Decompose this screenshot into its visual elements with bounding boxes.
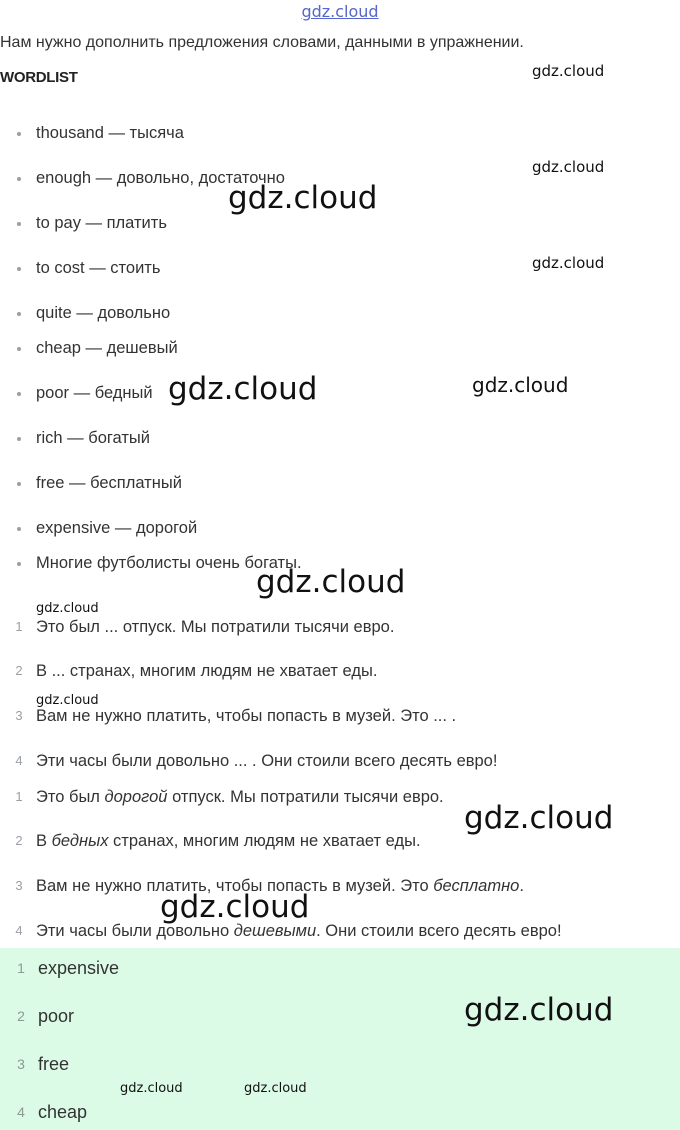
- watermark: gdz.cloud: [532, 158, 605, 176]
- watermark: gdz.cloud: [160, 889, 310, 925]
- bullet-icon: [17, 562, 21, 566]
- answer-item: 2 poor: [17, 1006, 75, 1026]
- wordlist-heading: WORDLIST: [0, 69, 78, 86]
- watermark: gdz.cloud: [464, 992, 614, 1028]
- watermark: gdz.cloud: [36, 601, 99, 616]
- watermark: gdz.cloud: [36, 693, 99, 708]
- bullet-icon: [17, 437, 21, 441]
- watermark: gdz.cloud: [256, 564, 406, 600]
- bullet-icon: [17, 347, 21, 351]
- bullet-icon: [17, 527, 21, 531]
- top-watermark-link[interactable]: gdz.cloud: [301, 2, 379, 21]
- bullet-icon: [17, 222, 21, 226]
- watermark: gdz.cloud: [228, 180, 378, 216]
- answer-item: 1 expensive: [17, 958, 120, 978]
- watermark: gdz.cloud: [532, 62, 605, 80]
- bullet-icon: [17, 132, 21, 136]
- watermark: gdz.cloud: [464, 800, 614, 836]
- watermark: gdz.cloud: [168, 371, 318, 407]
- bullet-icon: [17, 392, 21, 396]
- answer-item: 4 cheap: [17, 1102, 88, 1122]
- watermark: gdz.cloud: [472, 373, 569, 397]
- bullet-icon: [17, 482, 21, 486]
- bullet-icon: [17, 312, 21, 316]
- answers-panel: [0, 948, 680, 1130]
- answer-item: 3 free: [17, 1054, 70, 1074]
- watermark: gdz.cloud: [120, 1081, 183, 1096]
- intro-text: Нам нужно дополнить предложения словами, данными в упражнении.: [0, 34, 524, 51]
- watermark: gdz.cloud: [532, 254, 605, 272]
- bullet-icon: [17, 267, 21, 271]
- watermark: gdz.cloud: [244, 1081, 307, 1096]
- bullet-icon: [17, 177, 21, 181]
